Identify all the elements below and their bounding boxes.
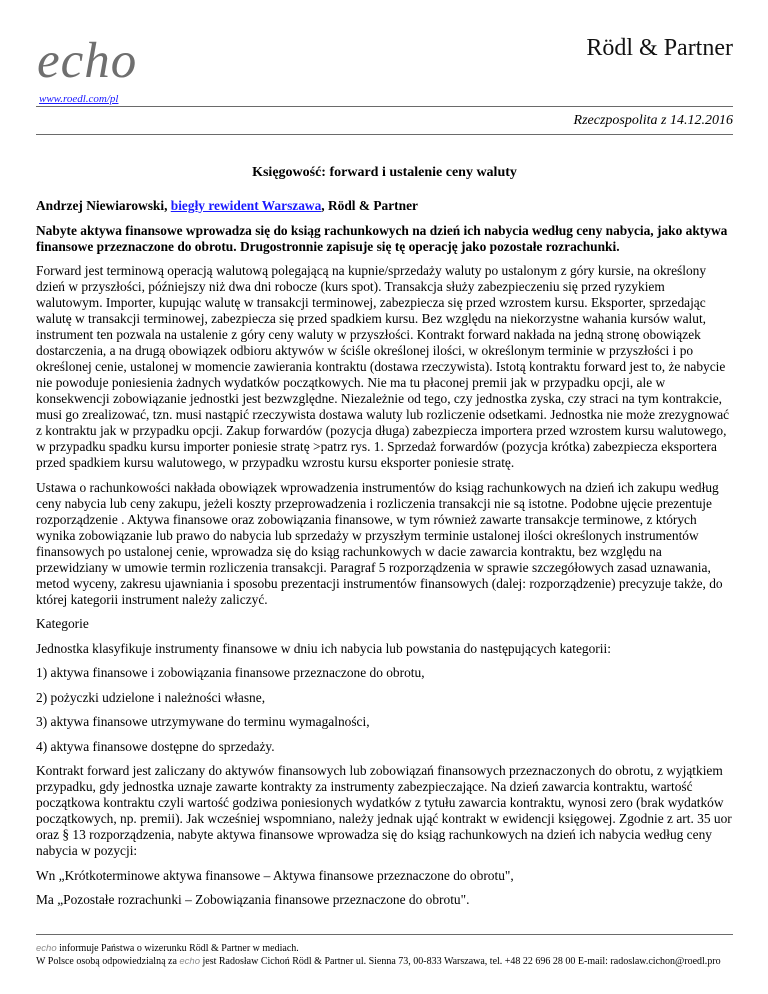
footer-echo-word: echo	[36, 943, 57, 954]
paragraph-forward-definition: Forward jest terminową operacją walutową polegającą na kupnie/sprzedaży waluty po ustalonym z góry kursie, na określony dzień w przyszłości, późniejszy niż dwa dni robocze (kurs spot). Transakcja służy zabezpieczeniu się przed ryzykiem walutowym. Importer, kupując walutę w transakcji terminowej, zabezpiecza się przed wzrostem kursu. Eksporter, sprzedając walutę w transakcji terminowej, zabezpiecza się przed spadkiem kursu. Bez względu na niekorzystne wahania kursów walut, instrument ten pozwala na ustalenie z góry ceny waluty w przyszłości. Kontrakt forward nakłada na jedną stronę obowiązek dostarczenia, a na drugą obowiązek odbioru aktywów w ściśle określonej ilości, w określonym terminie w przyszłości i po określonej cenie, ustalonej w momencie zawierania kontraktu (dostawa rzeczywista). Istotą kontraktu forward jest to, że nabycie nie powoduje poniesienia żadnych wydatków początkowych. Nie ma tu płaconej premii jak w przypadku opcji, ale w konsekwencji zobowiązanie jednostki jest bezwzględne. Niezależnie od tego, czy jednostka zyska, czy straci na tym kontrakcie, musi go zrealizować, tzn. musi nastąpić rzeczywista dostawa waluty lub rozliczenie odsetkami. Jednostka nie może zrezygnować z kontraktu jak w przypadku opcji. Zakup forwardów (pozycja długa) zabezpiecza importera przed wzrostem kursu walutowego, w przypadku spadku kursu importer poniesie stratę >patrz rys. 1. Sprzedaż forwardów (pozycja krótka) zabezpiecza eksportera przed spadkiem kursu walutowego, w przypadku wzrostu kursu eksporter poniesie stratę.	[36, 263, 730, 470]
publication-source: Rzeczpospolita z 14.12.2016	[573, 113, 733, 128]
author-link[interactable]: biegły rewident Warszawa	[170, 198, 322, 213]
entry-credit: Ma „Pozostałe rozrachunki – Zobowiązania finansowe przeznaczone do obrotu".	[36, 892, 470, 907]
echo-logo: echo	[37, 33, 138, 89]
list-item-2: 2) pożyczki udzielone i należności własne,	[36, 689, 266, 705]
footer-echo-word-2: echo	[179, 956, 200, 967]
footer	[36, 942, 733, 968]
website-link[interactable]: www.roedl.com/pl	[39, 93, 119, 105]
footer-line-1	[36, 942, 733, 955]
header-rule-top	[36, 106, 733, 107]
paragraph-accounting-act: Ustawa o rachunkowości nakłada obowiązek wprowadzenia instrumentów do ksiąg rachunkowych na dzień ich zakupu według ceny nabycia lub ceny zakupu, jeżeli koszty przeprowadzenia i rozliczenia transakcji nie są istotne. Podobne ujęcie prezentuje rozporządzenie . Aktywa finansowe oraz zobowiązania finansowe, w tym również zawarte transakcje terminowe, z których wynika zobowiązanie lub prawo do nabycia lub sprzedaży w przyszłym terminie ustalonej ilości określonych instrumentów finansowych po ustalonej cenie, wprowadza się do ksiąg rachunkowych w dacie zawarcia kontraktu, bez względu na przewidziany w umowie termin rozliczenia transakcji. Paragraf 5 rozporządzenia w sprawie szczegółowych zasad uznawania, metod wyceny, zakresu ujawniania i sposobu prezentacji instrumentów finansowych (dalej: rozporządzenie) precyzuje także, do której kategorii instrument należy zaliczyć.	[36, 479, 723, 607]
author-company: , Rödl & Partner	[321, 198, 418, 213]
article-title: Księgowość: forward i ustalenie ceny waluty	[252, 165, 517, 180]
author-name: Andrzej Niewiarowski,	[36, 198, 171, 213]
article-body	[36, 165, 733, 917]
footer-line-2	[36, 955, 733, 968]
footer-line-2-text: jest Radosław Cichoń Rödl & Partner ul. Sienna 73, 00-833 Warszawa, tel. +48 22 696 28 00 E-mail: radoslaw.cichon@roedl.pro	[200, 956, 721, 967]
footer-rule	[36, 934, 733, 935]
article-lead: Nabyte aktywa finansowe wprowadza się do ksiąg rachunkowych na dzień ich nabycia według ceny nabycia, jako aktywa finansowe przeznaczone do obrotu. Drugostronnie zapisuje się tę operację jako pozostałe rozrachunki.	[36, 222, 728, 254]
entry-debit: Wn „Krótkoterminowe aktywa finansowe – Aktywa finansowe przeznaczone do obrotu",	[36, 867, 514, 883]
document-page	[36, 0, 733, 994]
footer-line-1-text: informuje Państwa o wizerunku Rödl & Partner w mediach.	[56, 943, 299, 954]
paragraph-classification: Jednostka klasyfikuje instrumenty finansowe w dniu ich nabycia lub powstania do następujących kategorii:	[36, 640, 611, 656]
footer-line-2-start: W Polsce osobą odpowiedzialną za	[36, 956, 180, 967]
list-item-1: 1) aktywa finansowe i zobowiązania finansowe przeznaczone do obrotu,	[36, 665, 425, 680]
list-item-3: 3) aktywa finansowe utrzymywane do terminu wymagalności,	[36, 714, 370, 729]
rodl-partner-logo: Rödl & Partner	[586, 35, 733, 61]
author-line	[36, 198, 733, 214]
section-heading-categories: Kategorie	[36, 616, 89, 631]
list-item-4: 4) aktywa finansowe dostępne do sprzedaży.	[36, 738, 275, 754]
header-rule-bottom	[36, 134, 733, 135]
paragraph-forward-contract: Kontrakt forward jest zaliczany do aktywów finansowych lub zobowiązań finansowych przeznaczonych do obrotu, z wyjątkiem przypadku, gdy jednostka uznaje zawarte kontrakty za instrumenty zabezpieczające. Na dzień zawarcia kontraktu, wartość początkowa kontraktu czyli wartość godziwa poniesionych wydatków z tytułu zawarcia kontraktu, wynosi zero (brak wydatków początkowych, np. premii). Jak wcześniej wspomniano, należy jednak ująć kontrakt w ewidencji księgowej. Zgodnie z art. 35 uor oraz § 13 rozporządzenia, nabyte aktywa finansowe wprowadza się do ksiąg rachunkowych na dzień ich nabycia według ceny nabycia w pozycji:	[36, 763, 732, 858]
